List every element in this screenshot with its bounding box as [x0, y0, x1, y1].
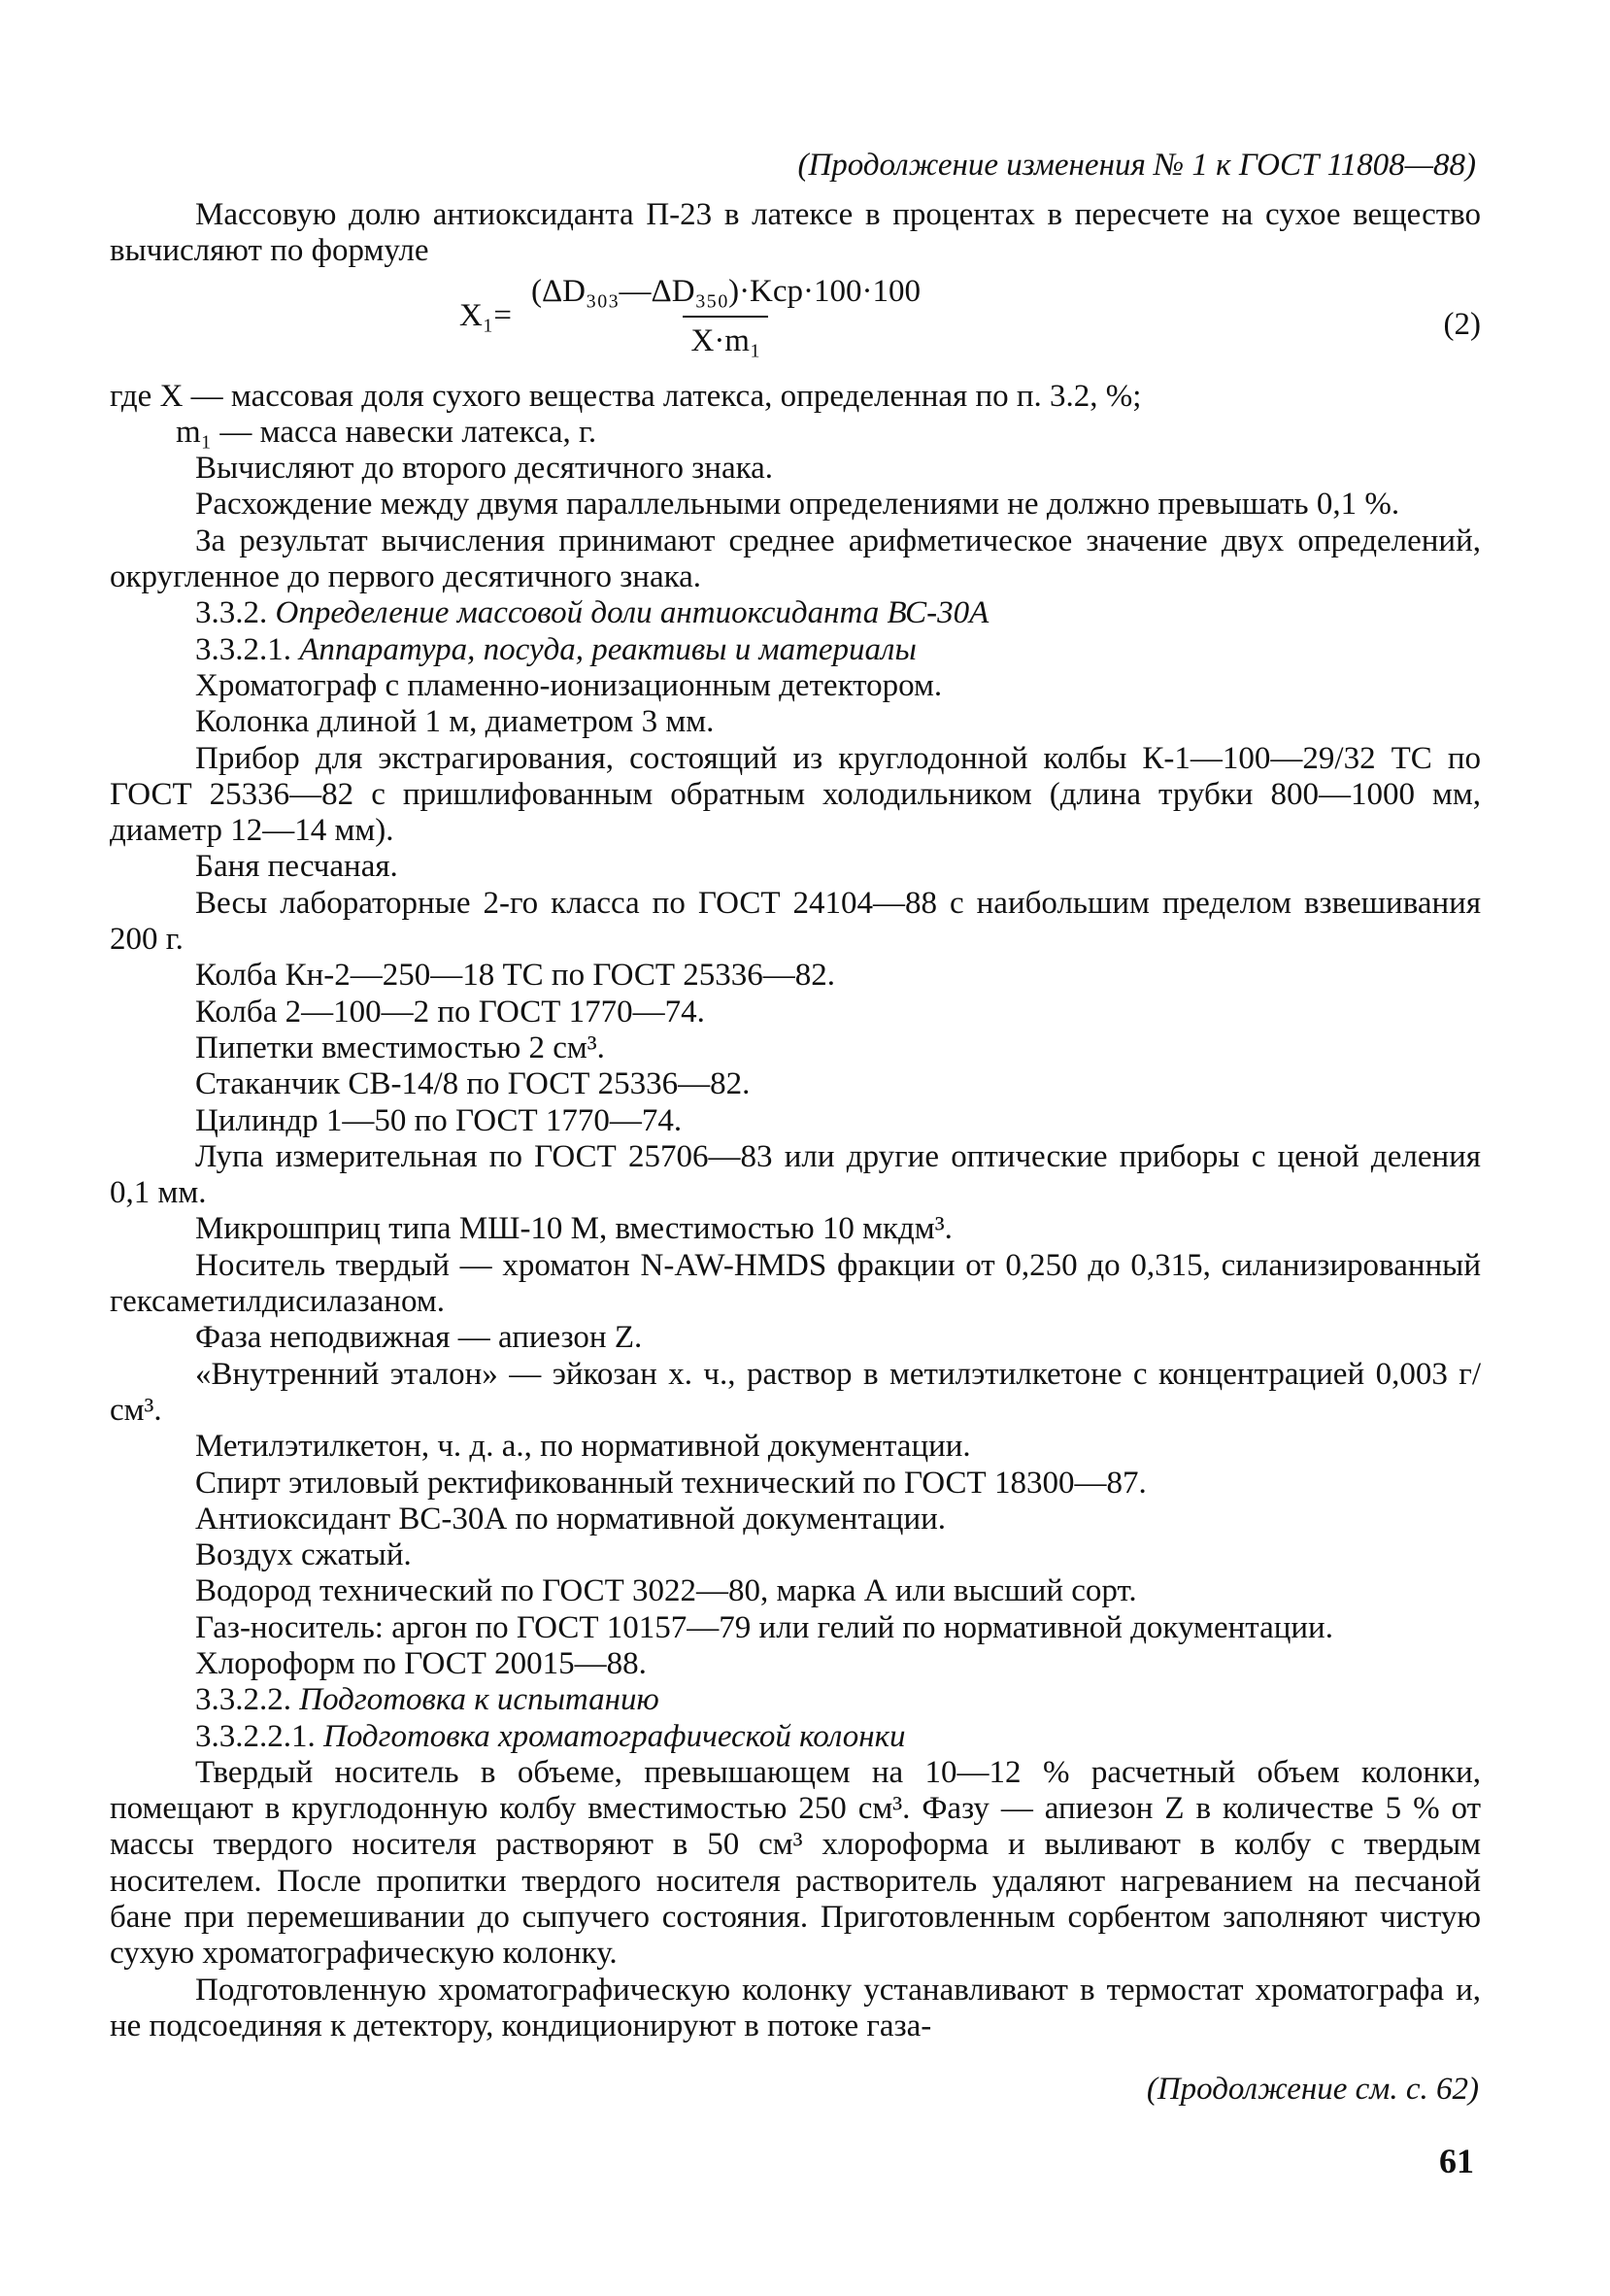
- section-title: Подготовка хроматографической колонки: [323, 1718, 906, 1754]
- material-item: Метилэтилкетон, ч. д. а., по нормативной документации.: [195, 1429, 971, 1465]
- section-title: Подготовка к испытанию: [299, 1682, 659, 1718]
- material-item: Носитель твердый — хроматон N-AW-HMDS фракции от 0,250 до 0,315, силанизированный гексаметилдисилазаном.: [110, 1247, 1481, 1320]
- material-item: Колба 2—100—2 по ГОСТ 1770—74.: [195, 994, 705, 1030]
- material-item: Фаза неподвижная — апиезон Z.: [195, 1320, 643, 1356]
- material-item: Колонка длиной 1 м, диаметром 3 мм.: [195, 704, 715, 740]
- section-heading-3-3-2: [110, 595, 1481, 631]
- paragraph: За результат вычисления принимают среднее арифметическое значение двух определений, округленное до первого десятичного знака.: [110, 523, 1481, 595]
- formula-fraction: [523, 274, 928, 360]
- material-item: Хлороформ по ГОСТ 20015—88.: [195, 1645, 647, 1681]
- formula-block: [110, 270, 1481, 379]
- material-item: Газ-носитель: аргон по ГОСТ 10157—79 или гелий по нормативной документации.: [195, 1609, 1333, 1645]
- section-heading-3-3-2-1: [110, 632, 1481, 668]
- intro-paragraph: Массовую долю антиоксиданта П-23 в латексе в процентах в пересчете на сухое вещество вычисляют по формуле: [110, 197, 1481, 269]
- paragraph: Расхождение между двумя параллельными определениями не должно превышать 0,1 %.: [195, 487, 1400, 523]
- material-item: Пипетки вместимостью 2 см³.: [195, 1030, 605, 1065]
- material-item: Спирт этиловый ректификованный технический по ГОСТ 18300—87.: [195, 1465, 1147, 1501]
- material-item: Водород технический по ГОСТ 3022—80, марка А или высший сорт.: [195, 1573, 1137, 1609]
- material-item: Прибор для экстрагирования, состоящий из круглодонной колбы К-1—100—29/32 ТС по ГОСТ 25336—82 с пришлифованным обратным холодильником (длина трубки 800—1000 мм, диаметр 12—14 мм).: [110, 740, 1481, 849]
- material-item: Микрошприц типа МШ-10 М, вместимостью 10 мкдм³.: [195, 1211, 953, 1247]
- material-item: Хроматограф с пламенно-ионизационным детектором.: [195, 667, 943, 703]
- where-line-1: где X — массовая доля сухого вещества латекса, определенная по п. 3.2, %;: [110, 378, 1142, 414]
- where-line-2: m₁ — масса навески латекса, г.: [176, 414, 597, 450]
- material-item: «Внутренний эталон» — эйкозан х. ч., раствор в метилэтилкетоне с концентрацией 0,003 г/см³.: [110, 1356, 1481, 1428]
- section-number: 3.3.2.: [195, 595, 268, 631]
- paragraph: Вычисляют до второго десятичного знака.: [195, 451, 774, 487]
- section-number: 3.3.2.2.1.: [195, 1718, 316, 1754]
- material-item: Весы лабораторные 2-го класса по ГОСТ 24104—88 с наибольшим пределом взвешивания 200 г.: [110, 885, 1481, 958]
- formula-number: (2): [1443, 306, 1481, 342]
- section-number: 3.3.2.2.: [195, 1682, 291, 1718]
- page-number: 61: [1439, 2142, 1474, 2180]
- preparation-paragraph-2: Подготовленную хроматографическую колонку устанавливают в термостат хроматографа и, не подсоединяя к детектору, кондиционируют в потоке газа-: [110, 1972, 1481, 2043]
- material-item: Колба Кн-2—250—18 ТС по ГОСТ 25336—82.: [195, 958, 835, 994]
- section-title: Определение массовой доли антиоксиданта ВС-30А: [275, 595, 989, 631]
- continuation-note: (Продолжение см. с. 62): [1146, 2072, 1479, 2107]
- section-number: 3.3.2.1.: [195, 631, 291, 667]
- material-item: Лупа измерительная по ГОСТ 25706—83 или другие оптические приборы с ценой деления 0,1 мм.: [110, 1138, 1481, 1211]
- formula-lhs: X₁=: [459, 298, 512, 334]
- section-heading-3-3-2-2-1: [110, 1719, 1481, 1755]
- page-body: [110, 197, 1481, 2044]
- formula-denominator: X·m₁: [683, 316, 768, 359]
- formula: [459, 274, 928, 360]
- material-item: Воздух сжатый.: [195, 1537, 412, 1573]
- material-item: Антиоксидант ВС-30А по нормативной документации.: [195, 1501, 947, 1536]
- section-title: Аппаратура, посуда, реактивы и материалы: [299, 631, 917, 667]
- formula-numerator: (ΔD₃₀₃—ΔD₃₅₀)·Kср·100·100: [530, 273, 922, 309]
- preparation-paragraph-1: Твердый носитель в объеме, превышающем на 10—12 % расчетный объем колонки, помещают в круглодонную колбу вместимостью 250 см³. Фазу — апиезон Z в количестве 5 % от массы твердого носителя растворяют в 50 см³ хлороформа и выливают в колбу с твердым носителем. После пропитки твердого носителя растворитель удаляют нагреванием на песчаной бане при перемешивании до сыпучего состояния. Приготовленным сорбентом заполняют чистую сухую хроматографическую колонку.: [110, 1754, 1481, 1972]
- section-heading-3-3-2-2: [110, 1682, 1481, 1718]
- material-item: Цилиндр 1—50 по ГОСТ 1770—74.: [195, 1102, 683, 1138]
- material-item: Стаканчик СВ-14/8 по ГОСТ 25336—82.: [195, 1066, 751, 1102]
- running-header: (Продолжение изменения № 1 к ГОСТ 11808—88): [797, 148, 1476, 183]
- material-item: Баня песчаная.: [195, 849, 398, 885]
